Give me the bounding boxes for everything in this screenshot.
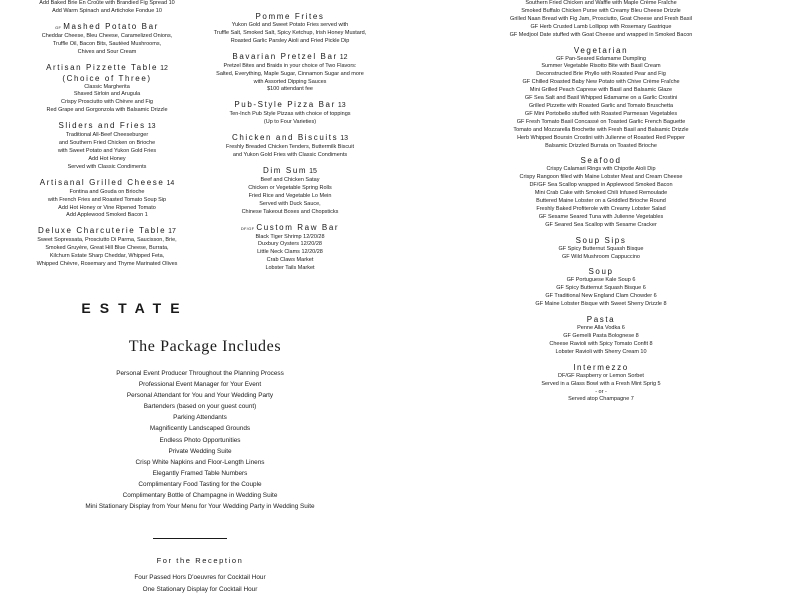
menu-section xyxy=(500,156,702,229)
section-title: Soup Sips xyxy=(575,235,627,245)
section-price: 13 xyxy=(337,102,346,110)
section-title: Dim Sum 15 xyxy=(263,165,317,175)
section-title: GF Mashed Potato Bar xyxy=(55,21,159,31)
package-item: Magnificently Landscaped Grounds xyxy=(149,425,251,433)
menu-item: Cheese Ravioli with Spicy Tomato Confit 8 xyxy=(549,340,653,347)
menu-item: Roasted Garlic Parsley Aioli and Fried Pickle Dip xyxy=(230,37,350,44)
menu-item: Served with Classic Condiments xyxy=(67,163,147,170)
package-item: Private Wedding Suite xyxy=(168,447,232,455)
menu-item: Fried Rice and Vegetable Lo Mein xyxy=(248,192,332,199)
menu-item: Served in a Glass Bowl with a Fresh Mint Sprig 5 xyxy=(541,380,661,387)
package-item: Parking Attendants xyxy=(173,414,227,422)
menu-item: with French Fries and Roasted Tomato Soup Sip xyxy=(47,196,167,203)
section-title: Artisan Pizzette Table 12 xyxy=(46,62,168,72)
menu-item: Balsamic Drizzled Burrata on Toasted Brioche xyxy=(545,142,657,149)
menu-item: Crab Claws Market xyxy=(266,257,314,264)
dietary-tag: GF xyxy=(55,24,62,30)
menu-section xyxy=(205,52,375,95)
menu-item: GF Sea Salt and Basil Whipped Edamame on a Garlic Crostini xyxy=(524,95,678,102)
menu-item: Chicken or Vegetable Spring Rolls xyxy=(248,184,332,191)
package-item: Elegantly Framed Table Numbers xyxy=(152,469,248,477)
menu-item: GF Mini Portobello stuffed with Roasted Parmesan Vegetables xyxy=(524,110,678,117)
section-title: Pomme Frites xyxy=(255,12,325,21)
menu-section xyxy=(32,63,182,116)
menu-item: Add Hot Honey xyxy=(88,155,126,162)
menu-item: Served atop Champagne 7 xyxy=(568,396,634,403)
menu-item: Fontina and Gouda on Brioche xyxy=(69,188,145,195)
menu-item: Deconstructed Brie Phyllo with Roasted Pear and Fig xyxy=(536,71,666,78)
menu-item: GF Chilled Roasted Baby New Potato with Chive Crème Fraîche xyxy=(522,79,680,86)
menu-item: Lobster Tails Market xyxy=(265,265,315,272)
menu-item: Add Applewood Smoked Bacon 1 xyxy=(66,212,148,219)
menu-item: GF Maine Lobster Bisque with Sweet Sherry Drizzle 8 xyxy=(535,301,667,308)
menu-item: Classic Margherita xyxy=(84,83,130,90)
section-price: 12 xyxy=(339,53,348,61)
menu-item: with Assorted Dipping Sauces xyxy=(253,78,327,85)
menu-item: Grilled Pizzette with Roasted Garlic and Tomato Bruschetta xyxy=(528,102,674,109)
menu-item: Truffle Oil, Bacon Bits, Sautéed Mushrooms, xyxy=(52,40,162,47)
section-title: Vegetarian xyxy=(573,45,629,55)
section-title: Deluxe Charcuterie Table 17 xyxy=(38,226,176,236)
section-title: DF/GF Custom Raw Bar xyxy=(240,222,340,232)
menu-section xyxy=(500,236,702,262)
menu-item: Black Tiger Shrimp 12/20/28 xyxy=(255,233,325,240)
menu-item: GF Spicy Butternut Squash Bisque xyxy=(558,245,644,252)
menu-item: and Southern Fried Chicken on Brioche xyxy=(58,140,156,147)
menu-item: Kilchurn Estate Sharp Cheddar, Whipped Feta, xyxy=(49,253,165,260)
menu-item: with Sweet Potato and Yukon Gold Fries xyxy=(57,147,157,154)
menu-item: Truffle Salt, Smoked Salt, Spicy Ketchup, Irish Honey Mustard, xyxy=(213,29,367,36)
menu-item: GF Seared Sea Scallop with Sesame Cracker xyxy=(545,221,657,228)
menu-item: Freshly Breaded Chicken Tenders, Buttermilk Biscuit xyxy=(226,144,354,151)
section-price: 13 xyxy=(147,123,156,131)
menu-item: Chives and Sour Cream xyxy=(77,48,137,55)
package-item: Personal Event Producer Throughout the Planning Process xyxy=(116,370,284,377)
menu-item: Little Neck Clams 12/20/28 xyxy=(257,249,323,256)
reception-item: Four Passed Hors D'oeuvres for Cocktail Hour xyxy=(134,574,266,581)
menu-item: and Yukon Gold Fries with Classic Condiments xyxy=(232,152,348,159)
menu-item: Mini Grilled Peach Caprese with Basil and Balsamic Glaze xyxy=(529,87,673,94)
section-title: Artisanal Grilled Cheese 14 xyxy=(39,177,175,187)
menu-section xyxy=(500,46,702,151)
section-title: Seafood xyxy=(580,156,622,166)
package-item: Personal Attendant for You and Your Wedding Party xyxy=(126,392,274,400)
menu-item: Duxbury Oysters 12/20/28 xyxy=(258,241,322,248)
menu-section xyxy=(500,363,702,405)
menu-column-left xyxy=(32,0,182,275)
section-price: 12 xyxy=(160,64,168,72)
section-title: Sliders and Fries 13 xyxy=(58,121,156,131)
menu-section xyxy=(32,22,182,57)
menu-item: Chinese Takeout Boxes and Chopsticks xyxy=(241,208,339,215)
menu-section xyxy=(32,121,182,172)
section-price: 17 xyxy=(168,228,176,236)
menu-section xyxy=(32,178,182,221)
package-item: Endless Photo Opportunities xyxy=(159,436,241,444)
menu-item: GF Sesame Seared Tuna with Julienne Vegetables xyxy=(538,213,664,220)
section-title: Bavarian Pretzel Bar 12 xyxy=(232,51,348,61)
menu-item: GF Pan-Seared Edamame Dumpling xyxy=(556,55,646,62)
menu-item: Smoked Gruyère, Great Hill Blue Cheese, Burrata, xyxy=(45,245,169,252)
menu-item: Summer Vegetable Risotto Bite with Basil Cream xyxy=(541,63,661,70)
menu-item: Beef and Chicken Satay xyxy=(260,176,320,183)
package-item: Professional Event Manager for Your Event xyxy=(138,381,262,389)
menu-item: GF Medjool Date stuffed with Goat Cheese and wrapped in Smoked Bacon xyxy=(509,31,693,38)
menu-item: GF Herb Crusted Lamb Lollipop with Rosemary Gastrique xyxy=(530,23,672,30)
section-subtitle: (Choice of Three) xyxy=(62,73,152,83)
section-title: Soup xyxy=(588,267,614,277)
package-item: Mini Stationary Display from Your Menu for Your Wedding Party in Wedding Suite xyxy=(85,503,315,511)
menu-item: (Up to Four Varieties) xyxy=(263,119,317,126)
menu-item: Pretzel Bites and Braids in your choice of Two Flavors: xyxy=(223,62,357,69)
menu-item: Yukon Gold and Sweet Potato Fries served with xyxy=(231,22,349,28)
menu-item: DF/GF Raspberry or Lemon Sorbet xyxy=(558,372,644,379)
package-item: Complimentary Food Tasting for the Couple xyxy=(138,480,262,488)
section-title: Intermezzo xyxy=(573,362,629,372)
section-title: Pub-Style Pizza Bar 13 xyxy=(234,100,346,110)
menu-item: GF Gemelli Pasta Bolognese 8 xyxy=(563,333,639,339)
section-price: 14 xyxy=(166,179,175,187)
menu-section xyxy=(205,12,375,46)
menu-item: Add Hot Honey or Vine Ripened Tomato xyxy=(58,204,156,211)
menu-item: Buttered Maine Lobster on a Griddled Brioche Round xyxy=(536,198,666,205)
package-item: Complimentary Bottle of Champagne in Wedding Suite xyxy=(122,492,278,500)
menu-item: Ten-Inch Pub Style Pizzas with choice of toppings xyxy=(229,111,351,118)
section-price: 15 xyxy=(309,167,317,175)
right-top-items xyxy=(500,0,702,40)
menu-section xyxy=(500,315,702,357)
menu-item: Smoked Buffalo Chicken Purse with Creamy Bleu Cheese Drizzle xyxy=(521,7,681,14)
menu-item: GF Fresh Tomato Basil Concassé on Toasted Garlic French Baguette xyxy=(516,118,686,125)
menu-item: Traditional All-Beef Cheeseburger xyxy=(65,132,149,139)
menu-item: Crispy Calamari Rings with Chipotle Aioli Dip xyxy=(546,166,656,173)
menu-item: Tomato and Mozzarella Brochette with Fresh Basil and Balsamic Drizzle xyxy=(513,126,689,133)
estate-heading: ESTATE xyxy=(81,300,189,316)
package-item: Bartenders (based on your guest count) xyxy=(143,403,257,411)
menu-item: Herb Whipped Boursin Crostini with Julienne of Roasted Red Pepper xyxy=(517,134,685,141)
menu-section xyxy=(205,133,375,160)
menu-item: Add Baked Brie En Croûte with Brandied Fig Spread 10 xyxy=(39,0,175,6)
menu-item: GF Spicy Butternut Squash Bisque 6 xyxy=(556,285,646,292)
left-top-items xyxy=(32,0,182,16)
menu-section xyxy=(500,267,702,309)
section-divider xyxy=(153,538,227,539)
menu-item: Mini Crab Cake with Smoked Chili Infused Remoulade xyxy=(534,190,668,197)
menu-item: Whipped Chèvre, Rosemary and Thyme Marinated Olives xyxy=(36,261,178,268)
menu-section xyxy=(32,226,182,269)
section-title: Chicken and Biscuits 13 xyxy=(231,133,349,143)
package-list xyxy=(55,368,345,512)
menu-column-middle xyxy=(205,0,375,279)
menu-item: $100 attendant fee xyxy=(267,86,313,93)
reception-heading: For the Reception xyxy=(156,556,244,565)
menu-item: Crispy Prosciutto with Chèvre and Fig xyxy=(60,99,153,106)
reception-item: One Stationary Display for Cocktail Hour xyxy=(142,586,258,593)
section-price: 13 xyxy=(340,135,349,143)
menu-item: Served with Duck Sauce, xyxy=(259,200,321,207)
menu-item: - or - xyxy=(595,388,607,395)
menu-item: Penne Alla Vodka 6 xyxy=(577,325,625,332)
menu-item: Grilled Naan Bread with Fig Jam, Prosciutto, Goat Cheese and Fresh Basil xyxy=(510,15,692,22)
menu-item: Cheddar Cheese, Bleu Cheese, Caramelized Onions, xyxy=(41,32,173,39)
menu-item: Southern Fried Chicken and Waffle with Maple Crème Fraîche xyxy=(525,0,677,6)
package-item: Crisp White Napkins and Floor-Length Linens xyxy=(135,458,265,466)
menu-item: Lobster Ravioli with Sherry Cream 10 xyxy=(555,348,647,355)
section-title: Pasta xyxy=(586,315,616,325)
menu-item: GF Portuguese Kale Soup 6 xyxy=(566,277,636,284)
menu-item: Sweet Sopressata, Prosciutto Di Parma, Saucisson, Brie, xyxy=(37,237,177,244)
menu-item: DF/GF Sea Scallop wrapped in Applewood Smoked Bacon xyxy=(529,182,673,189)
menu-item: Crispy Rangoon filled with Maine Lobster Meat and Cream Cheese xyxy=(519,174,683,181)
menu-section xyxy=(205,166,375,217)
menu-item: GF Wild Mushroom Cappuccino xyxy=(562,253,640,260)
menu-item: Freshly Baked Profiterole with Creamy Lobster Salad xyxy=(536,205,666,212)
menu-section xyxy=(205,223,375,274)
menu-item: Shaved Sirloin and Arugula xyxy=(73,91,141,98)
menu-column-right xyxy=(500,0,702,410)
reception-list xyxy=(80,572,320,596)
menu-item: GF Traditional New England Clam Chowder 6 xyxy=(545,293,657,300)
menu-section xyxy=(205,100,375,127)
menu-item: Red Grape and Gorgonzola with Balsamic Drizzle xyxy=(46,107,168,114)
package-heading: The Package Includes xyxy=(128,338,282,355)
menu-item: Salted, Everything, Maple Sugar, Cinnamon Sugar and more xyxy=(216,70,364,77)
dietary-tag: DF/GF xyxy=(240,225,255,231)
menu-item: Add Warm Spinach and Artichoke Fondue 10 xyxy=(52,7,162,14)
